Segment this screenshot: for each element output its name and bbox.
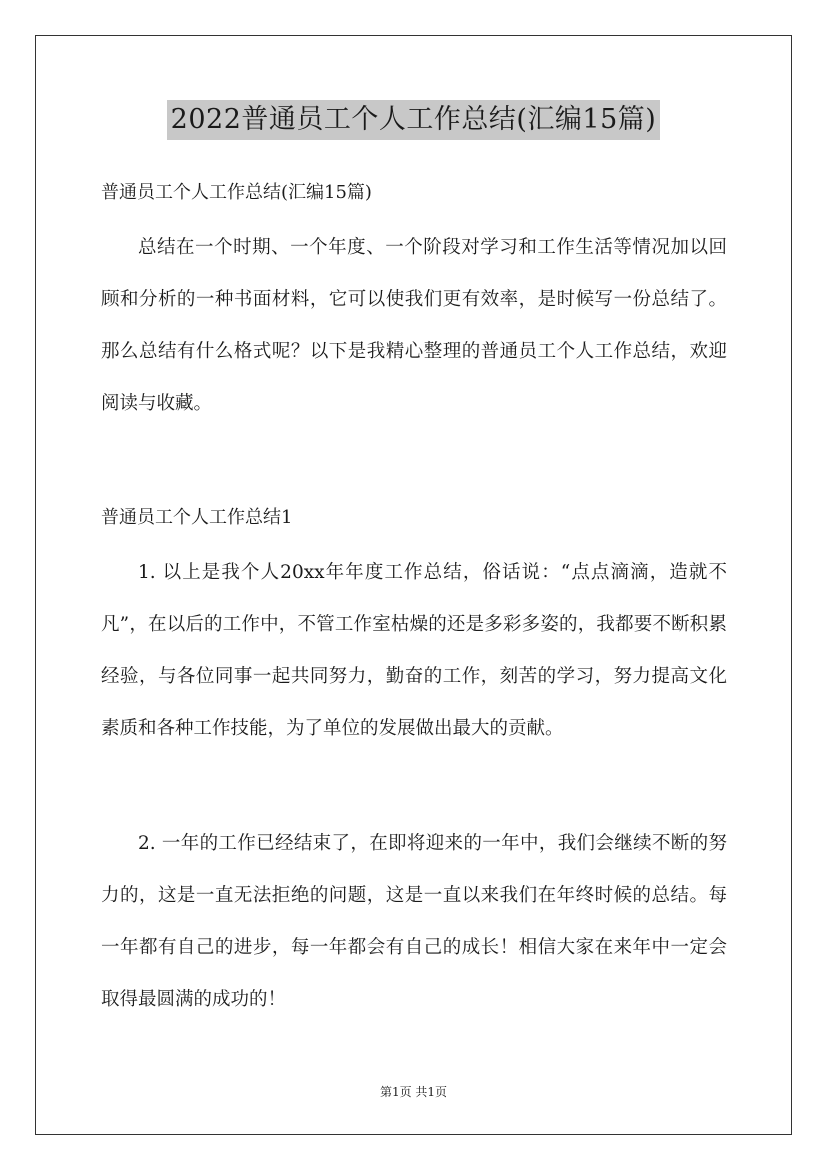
page-footer: 第1页 共1页 [379, 1085, 448, 1099]
paragraph-2: 2. 一年的工作已经结束了，在即将迎来的一年中，我们会继续不断的努力的，这是一直无法拒绝的问题，这是一直以来我们在年终时候的总结。每一年都有自己的进步，每一年都会有自己的成长！相信大家在来年中一定会取得最圆满的成功的！ [101, 833, 727, 1010]
section-heading: 普通员工个人工作总结1 [101, 507, 293, 528]
title-container [0, 100, 827, 140]
paragraph-1: 1. 以上是我个人20xx年年度工作总结，俗话说：“点点滴滴，造就不凡”，在以后的工作中，不管工作室枯燥的还是多彩多姿的，我都要不断积累经验，与各位同事一起共同努力，勤奋的工作，刻苦的学习，努力提高文化素质和各种工作技能，为了单位的发展做出最大的贡献。 [101, 562, 727, 739]
intro-paragraph: 总结在一个时期、一个年度、一个阶段对学习和工作生活等情况加以回顾和分析的一种书面材料，它可以使我们更有效率，是时候写一份总结了。那么总结有什么格式呢？以下是我精心整理的普通员工个人工作总结，欢迎阅读与收藏。 [101, 237, 727, 414]
document-title: 2022普通员工个人工作总结(汇编15篇) [167, 100, 661, 140]
document-subtitle: 普通员工个人工作总结(汇编15篇) [101, 182, 372, 203]
